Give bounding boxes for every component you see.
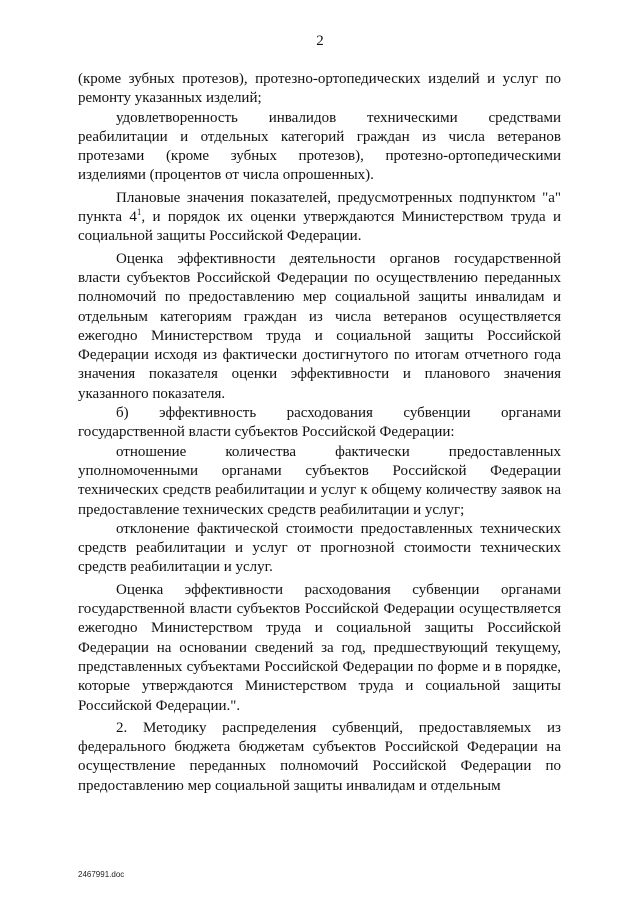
paragraph-4: Оценка эффективности деятельности органов государственной власти субъектов Российской Федерации по осуществлению переданных полномочий по предоставлению мер социальной защиты инвалидам и отдельным категориям граждан из числа ветеранов осуществляется ежегодно Министерством труда и социальной защиты Российской Федерации исходя из фактически достигнутого по итогам отчетного года значения показателя оценки эффективности и планового значения указанного показателя. — [78, 250, 561, 402]
paragraph-9: 2. Методику распределения субвенций, предоставляемых из федерального бюджета бюджетам субъектов Российской Федерации на осуществление переданных полномочий Российской Федерации по предоставлению мер социальной защиты инвалидам и отдельным — [78, 719, 561, 794]
paragraph-8: Оценка эффективности расходования субвенции органами государственной власти субъектов Российской Федерации осуществляется ежегодно Министерством труда и социальной защиты Российской Федерации на основании сведений за год, предшествующий текущему, представленных субъектами Российской Федерации по форме и в порядке, которые утверждаются Министерством труда и социальной защиты Российской Федерации.". — [78, 581, 561, 714]
document-body — [78, 70, 561, 796]
paragraph-6: отношение количества фактически предоставленных уполномоченными органами субъектов Российской Федерации технических средств реабилитации и услуг к общему количеству заявок на предоставление технических средств реабилитации и услуг; — [78, 443, 561, 518]
paragraph-3 — [78, 189, 561, 247]
paragraph-7: отклонение фактической стоимости предоставленных технических средств реабилитации и услуг от прогнозной стоимости технических средств реабилитации и услуг. — [78, 520, 561, 576]
paragraph-3-text-after: , и порядок их оценки утверждаются Министерством труда и социальной защиты Российской Федерации. — [78, 209, 561, 245]
superscript-mark: 1 — [136, 207, 142, 218]
paragraph-2: удовлетворенность инвалидов техническими средствами реабилитации и отдельных категорий граждан из числа ветеранов протезами (кроме зубных протезов), протезно-ортопедическими изделиями (процентов от числа опрошенных). — [78, 109, 561, 184]
paragraph-5: б) эффективность расходования субвенции органами государственной власти субъектов Российской Федерации: — [78, 405, 561, 441]
paragraph-1: (кроме зубных протезов), протезно-ортопедических изделий и услуг по ремонту указанных изделий; — [78, 71, 561, 107]
page-number: 2 — [316, 33, 324, 49]
footer-document-code: 2467991.doc — [78, 870, 125, 879]
paragraph-3-text-before: Плановые значения показателей, предусмотренных подпунктом "а" пункта 4 — [78, 189, 561, 226]
